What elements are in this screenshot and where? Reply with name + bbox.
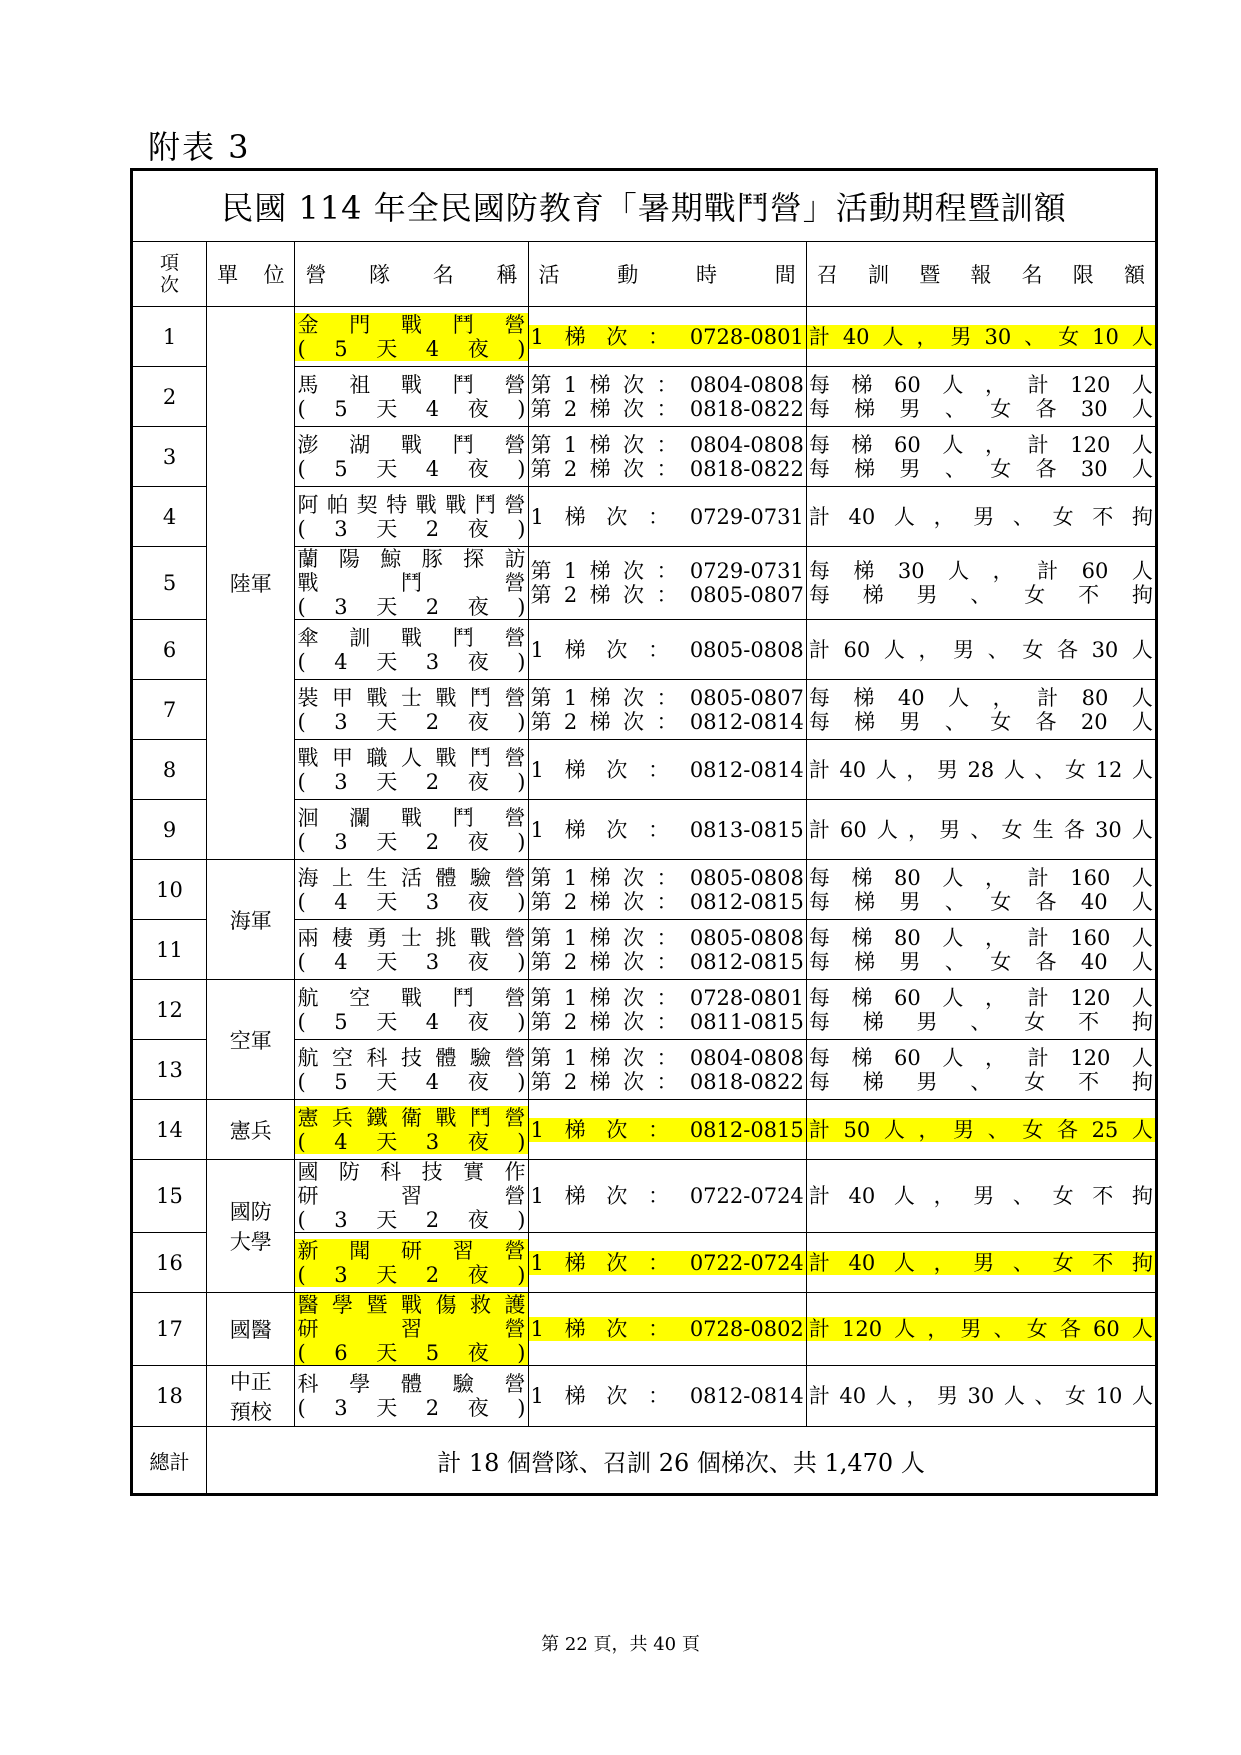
quota <box>807 638 1155 662</box>
unit-label: 國防 <box>229 1200 272 1224</box>
activity-time-cell <box>528 1160 806 1233</box>
activity-time-cell <box>528 1293 806 1366</box>
camp-name <box>295 373 527 421</box>
quota <box>807 986 1155 1034</box>
table-row <box>132 1293 1157 1366</box>
quota-line: 每 梯 男 、 女 各 30 人 <box>808 456 1153 481</box>
activity-time <box>529 1118 806 1142</box>
camp-name-cell <box>295 1100 528 1160</box>
unit-label: 中正 <box>229 1370 272 1394</box>
camp-name <box>295 1239 527 1287</box>
camp-name-line: 阿 帕 契 特 戰 戰 鬥 營 <box>297 492 526 517</box>
camp-name <box>295 1046 527 1094</box>
camp-name-line: 戰 鬥 營 <box>297 571 526 595</box>
camp-name-cell <box>295 800 528 860</box>
activity-time-line: 第 2 梯 次 ： 0812-0815 <box>530 889 804 914</box>
quota-cell <box>806 307 1156 367</box>
camp-name <box>295 433 527 481</box>
quota-cell <box>806 1100 1156 1160</box>
row-number: 9 <box>132 800 207 860</box>
camp-name-line: ( 3 天 2 夜 ) <box>297 769 526 794</box>
header-char: 暨 <box>919 263 941 287</box>
unit-label: 大學 <box>229 1230 272 1254</box>
appendix-label: 附表 3 <box>148 128 251 166</box>
camp-name-line: 航 空 戰 鬥 營 <box>297 985 526 1010</box>
row-number: 12 <box>132 980 207 1040</box>
row-number: 2 <box>132 367 207 427</box>
header-char: 訓 <box>868 263 890 287</box>
row-number: 8 <box>132 740 207 800</box>
activity-time-cell <box>528 1233 806 1293</box>
header-char: 稱 <box>496 263 518 287</box>
row-number: 5 <box>132 547 207 620</box>
activity-time <box>529 1384 806 1408</box>
activity-time <box>529 866 806 914</box>
camp-name-line: 海 上 生 活 體 驗 營 <box>297 865 526 890</box>
row-number: 17 <box>132 1293 207 1366</box>
row-number: 11 <box>132 920 207 980</box>
camp-name-line: ( 3 天 2 夜 ) <box>297 1262 526 1287</box>
activity-time-line: 第 1 梯 次 ： 0805-0807 <box>530 685 804 710</box>
quota-cell <box>806 1233 1156 1293</box>
camp-name-line: 蘭 陽 鯨 豚 探 訪 <box>297 547 526 571</box>
camp-name-line: ( 5 天 4 夜 ) <box>297 456 526 481</box>
quota-line: 計 50 人 ， 男 、 女 各 25 人 <box>808 1117 1153 1142</box>
quota-cell <box>806 800 1156 860</box>
activity-time <box>529 986 806 1034</box>
camp-name-line: ( 5 天 4 夜 ) <box>297 396 526 421</box>
unit-cell <box>207 1293 295 1366</box>
quota <box>807 818 1155 842</box>
row-number: 18 <box>132 1366 207 1427</box>
quota-line: 每 梯 40 人 ， 計 80 人 <box>808 685 1153 710</box>
activity-time-cell <box>528 1100 806 1160</box>
activity-time-line: 1 梯 次 ： 0813-0815 <box>530 817 804 842</box>
camp-name-line: 兩 棲 勇 士 挑 戰 營 <box>297 925 526 950</box>
row-number: 6 <box>132 620 207 680</box>
unit-cell <box>207 980 295 1100</box>
quota <box>807 559 1155 607</box>
camp-name-line: ( 5 天 4 夜 ) <box>297 336 526 361</box>
table-row <box>132 1366 1157 1427</box>
camp-name-cell <box>295 680 528 740</box>
activity-time-cell <box>528 1366 806 1427</box>
camp-name <box>295 1293 527 1365</box>
total-text: 計 18 個營隊、召訓 26 個梯次、共 1,470 人 <box>207 1427 1157 1495</box>
header-camp <box>295 242 528 307</box>
quota <box>807 1317 1155 1341</box>
table-title: 民國 114 年全民國防教育「暑期戰鬥營」活動期程暨訓額 <box>132 170 1157 242</box>
camp-name <box>295 866 527 914</box>
activity-time-cell <box>528 1040 806 1100</box>
unit-cell <box>207 860 295 980</box>
camp-name-line: ( 5 天 4 夜 ) <box>297 1069 526 1094</box>
activity-time-cell <box>528 980 806 1040</box>
quota <box>807 1118 1155 1142</box>
quota <box>807 926 1155 974</box>
quota-line: 計 40 人 ， 男 30 人 、 女 10 人 <box>808 1384 1153 1408</box>
camp-name-cell <box>295 920 528 980</box>
table-row <box>132 307 1157 367</box>
activity-time-line: 1 梯 次 ： 0722-0724 <box>530 1184 804 1208</box>
header-char: 名 <box>432 263 454 287</box>
activity-time <box>529 373 806 421</box>
camp-name-cell <box>295 740 528 800</box>
quota-line: 每 梯 80 人 ， 計 160 人 <box>808 865 1153 890</box>
quota-cell <box>806 1366 1156 1427</box>
quota-line: 每 梯 男 、 女 各 30 人 <box>808 396 1153 421</box>
table-row <box>132 860 1157 920</box>
activity-time <box>529 559 806 607</box>
camp-name-cell <box>295 1040 528 1100</box>
activity-time-line: 第 1 梯 次 ： 0804-0808 <box>530 372 804 397</box>
quota <box>807 433 1155 481</box>
quota-line: 每 梯 30 人 ， 計 60 人 <box>808 559 1153 583</box>
table-row <box>132 1160 1157 1233</box>
camp-name-line: 科 學 體 驗 營 <box>297 1372 526 1396</box>
unit-cell <box>207 1366 295 1427</box>
camp-name-line: ( 4 天 3 夜 ) <box>297 949 526 974</box>
row-number: 1 <box>132 307 207 367</box>
camp-name-line: ( 3 天 2 夜 ) <box>297 1208 526 1232</box>
activity-time <box>529 818 806 842</box>
camp-name-line: 研 習 營 <box>297 1184 526 1208</box>
quota-line: 計 60 人 ， 男 、 女 生 各 30 人 <box>808 817 1153 842</box>
activity-time-line: 第 2 梯 次 ： 0812-0815 <box>530 949 804 974</box>
header-char: 報 <box>970 263 992 287</box>
unit-label: 憲兵 <box>229 1118 272 1143</box>
quota-line: 每 梯 男 、 女 各 40 人 <box>808 949 1153 974</box>
quota <box>807 373 1155 421</box>
activity-time <box>529 758 806 782</box>
table-row <box>132 980 1157 1040</box>
camp-name-cell <box>295 1366 528 1427</box>
camp-name-line: 戰 甲 職 人 戰 鬥 營 <box>297 745 526 770</box>
quota <box>807 325 1155 349</box>
camp-name-line: 新 聞 研 習 營 <box>297 1238 526 1263</box>
camp-name-line: 醫 學 暨 戰 傷 救 護 <box>297 1293 526 1317</box>
activity-time-line: 1 梯 次 ： 0805-0808 <box>530 637 804 662</box>
camp-name-cell <box>295 620 528 680</box>
quota-cell <box>806 547 1156 620</box>
activity-time-line: 第 1 梯 次 ： 0728-0801 <box>530 985 804 1010</box>
activity-time-cell <box>528 547 806 620</box>
row-number: 10 <box>132 860 207 920</box>
camp-name <box>295 746 527 794</box>
quota-line: 計 40 人 ， 男 30 、 女 10 人 <box>808 324 1153 349</box>
quota-cell <box>806 1040 1156 1100</box>
header-char: 召 <box>816 263 838 287</box>
activity-time-line: 1 梯 次 ： 0728-0801 <box>530 324 804 349</box>
header-char: 間 <box>774 263 796 287</box>
quota-line: 計 40 人 ， 男 、 女 不 拘 <box>808 1250 1153 1275</box>
activity-time-line: 1 梯 次 ： 0729-0731 <box>530 504 804 529</box>
row-number: 4 <box>132 487 207 547</box>
activity-time <box>529 1251 806 1275</box>
row-number: 3 <box>132 427 207 487</box>
activity-time-cell <box>528 620 806 680</box>
quota <box>807 505 1155 529</box>
header-unit <box>207 242 295 307</box>
quota-line: 每 梯 60 人 ， 計 120 人 <box>808 372 1153 397</box>
activity-time <box>529 638 806 662</box>
camp-name <box>295 986 527 1034</box>
header-no: 項 次 <box>132 242 207 307</box>
quota <box>807 758 1155 782</box>
header-char: 營 <box>305 263 327 287</box>
camp-name-cell <box>295 860 528 920</box>
camp-name-line: ( 3 天 2 夜 ) <box>297 709 526 734</box>
camp-name-line: ( 5 天 4 夜 ) <box>297 1009 526 1034</box>
quota-line: 每 梯 60 人 ， 計 120 人 <box>808 432 1153 457</box>
header-quota <box>806 242 1156 307</box>
quota-line: 每 梯 男 、 女 不 拘 <box>808 1069 1153 1094</box>
header-char: 單 <box>217 263 239 287</box>
camp-name-line: 國 防 科 技 實 作 <box>297 1160 526 1184</box>
activity-time-line: 第 2 梯 次 ： 0818-0822 <box>530 1069 804 1094</box>
camp-name-line: 金 門 戰 鬥 營 <box>297 312 526 337</box>
activity-time <box>529 1184 806 1208</box>
quota-line: 每 梯 男 、 女 各 20 人 <box>808 709 1153 734</box>
quota-cell <box>806 680 1156 740</box>
camp-name-cell <box>295 1233 528 1293</box>
unit-cell <box>207 1160 295 1293</box>
activity-time-line: 1 梯 次 ： 0728-0802 <box>530 1317 804 1341</box>
header-char: 額 <box>1123 263 1145 287</box>
header-char: 名 <box>1021 263 1043 287</box>
table-body <box>132 307 1157 1427</box>
camp-name-line: 傘 訓 戰 鬥 營 <box>297 625 526 650</box>
row-number: 15 <box>132 1160 207 1233</box>
activity-time-line: 1 梯 次 ： 0812-0815 <box>530 1117 804 1142</box>
quota-line: 計 40 人 ， 男 、 女 不 拘 <box>808 1184 1153 1208</box>
activity-time-line: 第 2 梯 次 ： 0818-0822 <box>530 456 804 481</box>
quota-line: 每 梯 80 人 ， 計 160 人 <box>808 925 1153 950</box>
unit-label: 預校 <box>229 1400 272 1424</box>
quota-line: 計 120 人 ， 男 、 女 各 60 人 <box>808 1317 1153 1341</box>
camp-name-line: ( 4 天 3 夜 ) <box>297 649 526 674</box>
activity-time-line: 1 梯 次 ： 0722-0724 <box>530 1250 804 1275</box>
quota-line: 每 梯 男 、 女 不 拘 <box>808 583 1153 607</box>
camp-name-line: 憲 兵 鐵 衛 戰 鬥 營 <box>297 1105 526 1130</box>
quota-cell <box>806 740 1156 800</box>
camp-name <box>295 686 527 734</box>
unit-label: 陸軍 <box>229 572 272 596</box>
activity-time-cell <box>528 367 806 427</box>
quota <box>807 1046 1155 1094</box>
row-number: 14 <box>132 1100 207 1160</box>
row-number: 7 <box>132 680 207 740</box>
activity-time-line: 第 1 梯 次 ： 0804-0808 <box>530 432 804 457</box>
quota <box>807 1184 1155 1208</box>
row-number: 13 <box>132 1040 207 1100</box>
quota <box>807 1251 1155 1275</box>
camp-name-line: 洄 瀾 戰 鬥 營 <box>297 805 526 830</box>
activity-time-line: 第 2 梯 次 ： 0811-0815 <box>530 1009 804 1034</box>
camp-name-cell <box>295 1160 528 1233</box>
activity-time <box>529 686 806 734</box>
activity-time-cell <box>528 680 806 740</box>
row-number: 16 <box>132 1233 207 1293</box>
camp-name-cell <box>295 1293 528 1366</box>
camp-name-line: 研 習 營 <box>297 1317 526 1341</box>
unit-label: 空軍 <box>229 1028 272 1053</box>
camp-name-cell <box>295 547 528 620</box>
quota-cell <box>806 1293 1156 1366</box>
quota-cell <box>806 427 1156 487</box>
camp-name <box>295 926 527 974</box>
quota <box>807 1384 1155 1408</box>
quota-cell <box>806 620 1156 680</box>
camp-name-line: ( 4 天 3 夜 ) <box>297 889 526 914</box>
unit-label: 國醫 <box>229 1318 272 1342</box>
quota-cell <box>806 860 1156 920</box>
camp-name <box>295 1372 527 1420</box>
activity-time-cell <box>528 307 806 367</box>
camp-name-line: ( 3 天 2 夜 ) <box>297 1396 526 1420</box>
camp-name <box>295 806 527 854</box>
activity-time-cell <box>528 427 806 487</box>
activity-time <box>529 325 806 349</box>
camp-name <box>295 493 527 541</box>
activity-time-line: 第 1 梯 次 ： 0804-0808 <box>530 1045 804 1070</box>
activity-time <box>529 1046 806 1094</box>
schedule-table <box>130 168 1158 1496</box>
activity-time-line: 第 1 梯 次 ： 0729-0731 <box>530 559 804 583</box>
activity-time-line: 第 2 梯 次 ： 0805-0807 <box>530 583 804 607</box>
camp-name-cell <box>295 980 528 1040</box>
activity-time <box>529 505 806 529</box>
quota-line: 每 梯 男 、 女 各 40 人 <box>808 889 1153 914</box>
camp-name-line: ( 3 天 2 夜 ) <box>297 516 526 541</box>
unit-cell <box>207 1100 295 1160</box>
quota-line: 每 梯 60 人 ， 計 120 人 <box>808 1045 1153 1070</box>
camp-name-line: ( 6 天 5 夜 ) <box>297 1341 526 1365</box>
camp-name-cell <box>295 367 528 427</box>
activity-time-cell <box>528 740 806 800</box>
activity-time <box>529 433 806 481</box>
activity-time-line: 第 2 梯 次 ： 0812-0814 <box>530 709 804 734</box>
header-time <box>528 242 806 307</box>
table-row <box>132 1100 1157 1160</box>
quota-line: 每 梯 60 人 ， 計 120 人 <box>808 985 1153 1010</box>
activity-time-line: 1 梯 次 ： 0812-0814 <box>530 757 804 782</box>
quota <box>807 686 1155 734</box>
quota-line: 計 40 人 ， 男 、 女 不 拘 <box>808 504 1153 529</box>
activity-time <box>529 926 806 974</box>
header-char: 活 <box>538 263 560 287</box>
quota <box>807 866 1155 914</box>
activity-time-cell <box>528 487 806 547</box>
total-label: 總計 <box>132 1427 207 1495</box>
camp-name-cell <box>295 307 528 367</box>
quota-line: 計 40 人 ， 男 28 人 、 女 12 人 <box>808 757 1153 782</box>
header-char: 動 <box>617 263 639 287</box>
activity-time-cell <box>528 860 806 920</box>
camp-name-line: 澎 湖 戰 鬥 營 <box>297 432 526 457</box>
quota-cell <box>806 1160 1156 1233</box>
camp-name-line: 裝 甲 戰 士 戰 鬥 營 <box>297 685 526 710</box>
camp-name-line: ( 3 天 2 夜 ) <box>297 829 526 854</box>
camp-name <box>295 313 527 361</box>
activity-time-line: 第 1 梯 次 ： 0805-0808 <box>530 865 804 890</box>
header-row <box>132 242 1157 307</box>
activity-time-line: 1 梯 次 ： 0812-0814 <box>530 1384 804 1408</box>
camp-name <box>295 547 527 619</box>
quota-cell <box>806 487 1156 547</box>
quota-cell <box>806 920 1156 980</box>
activity-time <box>529 1317 806 1341</box>
camp-name-line: ( 3 天 2 夜 ) <box>297 595 526 619</box>
camp-name-line: ( 4 天 3 夜 ) <box>297 1129 526 1154</box>
header-char: 限 <box>1072 263 1094 287</box>
header-char: 時 <box>696 263 718 287</box>
activity-time-line: 第 2 梯 次 ： 0818-0822 <box>530 396 804 421</box>
page-footer: 第 22 頁，共 40 頁 <box>541 1634 700 1655</box>
header-char: 隊 <box>369 263 391 287</box>
unit-label: 海軍 <box>229 908 272 933</box>
camp-name <box>295 1106 527 1154</box>
activity-time-cell <box>528 800 806 860</box>
camp-name-cell <box>295 487 528 547</box>
quota-line: 計 60 人 ， 男 、 女 各 30 人 <box>808 637 1153 662</box>
quota-cell <box>806 980 1156 1040</box>
unit-cell <box>207 307 295 860</box>
camp-name <box>295 1160 527 1232</box>
camp-name-cell <box>295 427 528 487</box>
camp-name-line: 航 空 科 技 體 驗 營 <box>297 1045 526 1070</box>
camp-name <box>295 626 527 674</box>
activity-time-cell <box>528 920 806 980</box>
camp-name-line: 馬 祖 戰 鬥 營 <box>297 372 526 397</box>
total-row <box>132 1427 1157 1495</box>
header-char: 位 <box>263 263 285 287</box>
quota-cell <box>806 367 1156 427</box>
quota-line: 每 梯 男 、 女 不 拘 <box>808 1009 1153 1034</box>
activity-time-line: 第 1 梯 次 ： 0805-0808 <box>530 925 804 950</box>
